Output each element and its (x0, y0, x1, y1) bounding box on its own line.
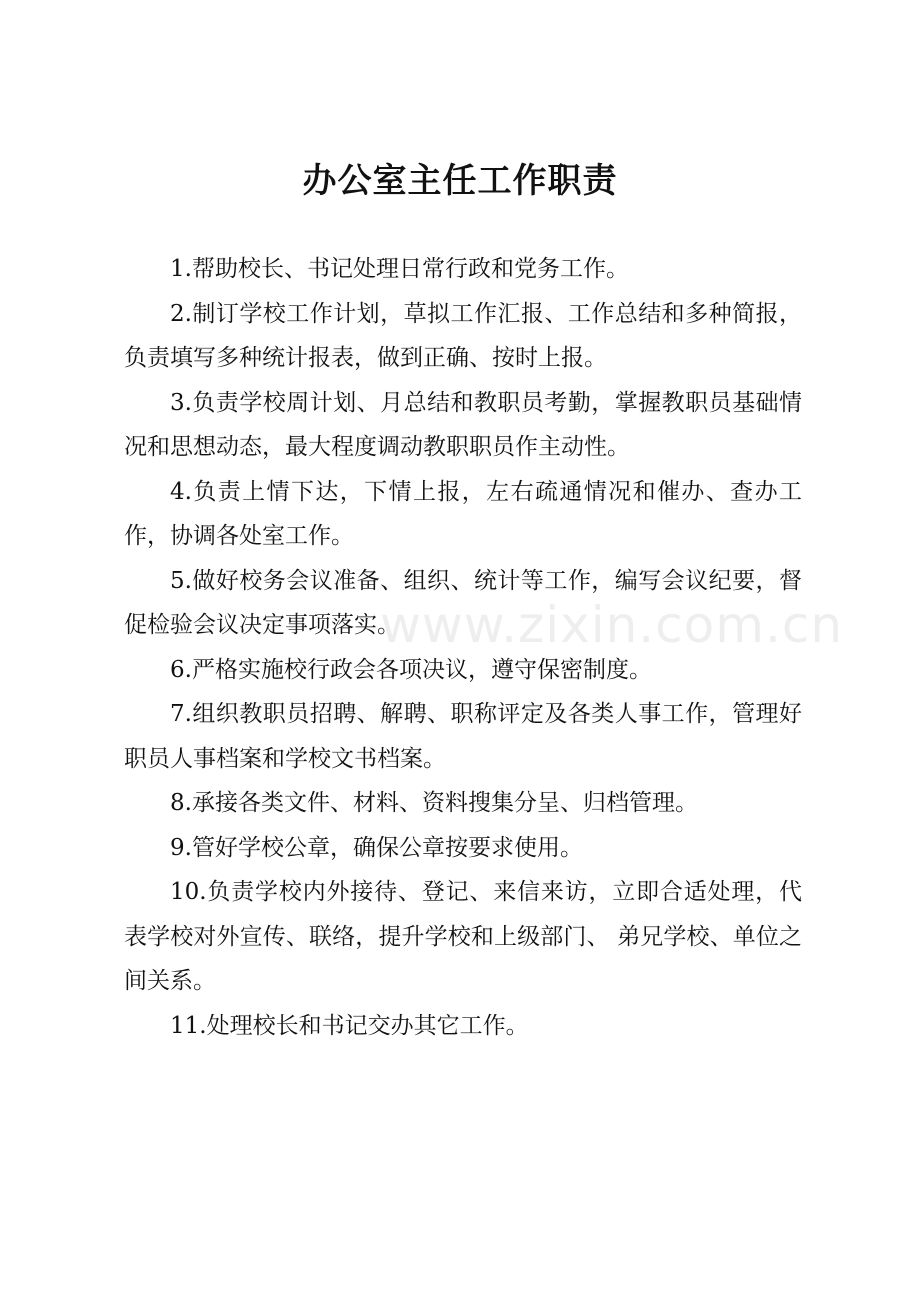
duty-item-11: 11.处理校长和书记交办其它工作。 (170, 1012, 529, 1039)
duty-item-3: 3.负责学校周计划、月总结和教职员考勤，掌握教职员基础情况和思想动态，最大程度调动教职职员作主动性。 (124, 389, 802, 460)
duty-item-1: 1.帮助校长、书记处理日常行政和党务工作。 (170, 256, 629, 282)
duty-item-10: 10.负责学校内外接待、登记、来信来访，立即合适处理，代表学校对外宣传、联络，提升学校和上级部门、 弟兄学校、单位之间关系。 (124, 879, 802, 994)
duty-item-6: 6.严格实施校行政会各项决议，遵守保密制度。 (170, 656, 652, 683)
duty-item-7: 7.组织教职员招聘、解聘、职称评定及各类人事工作，管理好职员人事档案和学校文书档案。 (124, 701, 802, 772)
duty-item-9: 9.管好学校公章，确保公章按要求使用。 (170, 834, 583, 861)
duty-item-4: 4.负责上情下达，下情上报，左右疏通情况和催办、查办工作，协调各处室工作。 (124, 478, 802, 549)
document-body (124, 247, 802, 1048)
duty-item-8: 8.承接各类文件、材料、资料搜集分呈、归档管理。 (170, 790, 698, 816)
duty-item-2: 2.制订学校工作计划，草拟工作汇报、工作总结和多种简报，负责填写多种统计报表，做到正确、按时上报。 (124, 300, 802, 371)
site-watermark: www.zixin.com.cn (380, 596, 844, 654)
document-title: 办公室主任工作职责 (302, 161, 618, 201)
duty-item-5: 5.做好校务会议准备、组织、统计等工作，编写会议纪要，督促检验会议决定事项落实。 (124, 567, 802, 638)
